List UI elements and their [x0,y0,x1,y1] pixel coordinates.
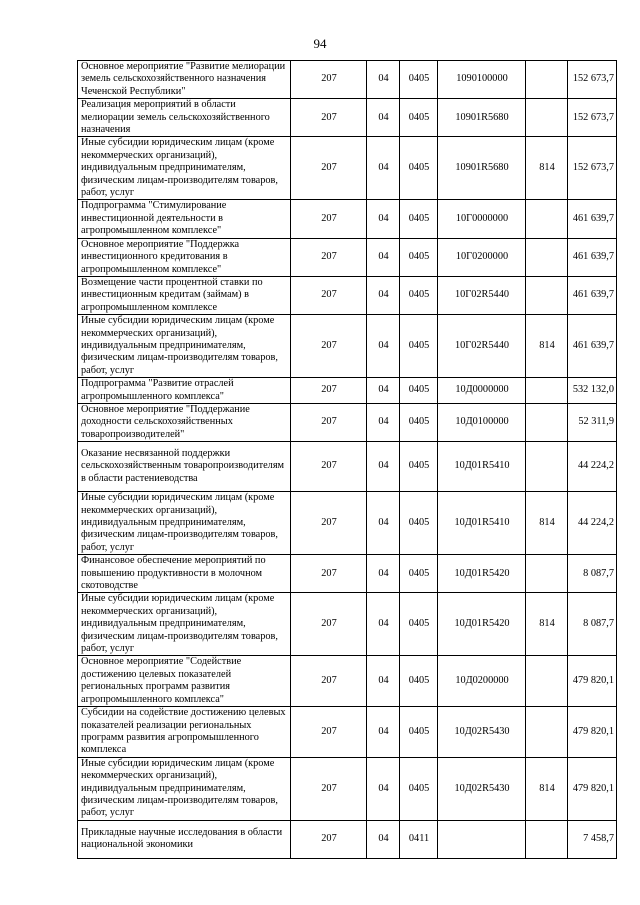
table-row [78,442,617,492]
amount: 461 639,7 [568,315,617,378]
section-code: 04 [367,820,400,858]
table-row [78,238,617,276]
target-article: 10901R5680 [438,137,526,200]
expense-type [526,99,568,137]
target-article: 10Г02R5440 [438,315,526,378]
amount: 8 087,7 [568,555,617,593]
subsection-code: 0405 [400,276,438,314]
amount: 461 639,7 [568,276,617,314]
ministry-code: 207 [291,99,367,137]
target-article: 10Г0200000 [438,238,526,276]
expense-type: 814 [526,492,568,555]
row-name: Иные субсидии юридическим лицам (кроме некоммерческих организаций), индивидуальным предпринимателям, физическим лицам-производителям товаров, работ, услуг [78,315,291,378]
ministry-code: 207 [291,555,367,593]
subsection-code: 0405 [400,492,438,555]
amount: 461 639,7 [568,238,617,276]
row-name: Субсидии на содействие достижению целевых показателей реализации региональных программ развития агропромышленного комплекса [78,707,291,758]
table-row [78,707,617,758]
table-row [78,137,617,200]
section-code: 04 [367,656,400,707]
table-row [78,593,617,656]
subsection-code: 0405 [400,99,438,137]
section-code: 04 [367,137,400,200]
ministry-code: 207 [291,492,367,555]
target-article: 10Д01R5420 [438,555,526,593]
ministry-code: 207 [291,137,367,200]
target-article: 10Д0200000 [438,656,526,707]
subsection-code: 0405 [400,378,438,404]
section-code: 04 [367,707,400,758]
target-article: 10901R5680 [438,99,526,137]
amount: 479 820,1 [568,757,617,820]
row-name: Основное мероприятие "Поддержание доходности сельскохозяйственных товаропроизводителей" [78,403,291,441]
row-name: Иные субсидии юридическим лицам (кроме некоммерческих организаций), индивидуальным предпринимателям, физическим лицам-производителям товаров, работ, услуг [78,137,291,200]
budget-table [77,60,617,859]
subsection-code: 0405 [400,61,438,99]
target-article: 10Д01R5410 [438,442,526,492]
amount: 479 820,1 [568,656,617,707]
subsection-code: 0405 [400,757,438,820]
row-name: Подпрограмма "Развитие отраслей агропромышленного комплекса" [78,378,291,404]
subsection-code: 0405 [400,707,438,758]
row-name: Подпрограмма "Стимулирование инвестиционной деятельности в агропромышленном комплексе" [78,200,291,238]
row-name: Основное мероприятие "Поддержка инвестиционного кредитования в агропромышленном комплексе" [78,238,291,276]
amount: 7 458,7 [568,820,617,858]
amount: 52 311,9 [568,403,617,441]
amount: 479 820,1 [568,707,617,758]
table-row [78,757,617,820]
ministry-code: 207 [291,276,367,314]
expense-type [526,378,568,404]
target-article: 10Д0100000 [438,403,526,441]
section-code: 04 [367,403,400,441]
ministry-code: 207 [291,315,367,378]
amount: 152 673,7 [568,61,617,99]
row-name: Основное мероприятие "Развитие мелиорации земель сельскохозяйственного назначения Чеченской Республики" [78,61,291,99]
expense-type [526,656,568,707]
row-name: Реализация мероприятий в области мелиорации земель сельскохозяйственного назначения [78,99,291,137]
ministry-code: 207 [291,820,367,858]
row-name: Основное мероприятие "Содействие достижению целевых показателей региональных программ развития агропромышленного комплекса" [78,656,291,707]
ministry-code: 207 [291,593,367,656]
section-code: 04 [367,276,400,314]
section-code: 04 [367,61,400,99]
subsection-code: 0405 [400,593,438,656]
amount: 532 132,0 [568,378,617,404]
expense-type: 814 [526,315,568,378]
ministry-code: 207 [291,403,367,441]
row-name: Иные субсидии юридическим лицам (кроме некоммерческих организаций), индивидуальным предпринимателям, физическим лицам-производителям товаров, работ, услуг [78,757,291,820]
target-article: 10Д02R5430 [438,707,526,758]
row-name: Оказание несвязанной поддержки сельскохозяйственным товаропроизводителям в области растениеводства [78,442,291,492]
section-code: 04 [367,378,400,404]
subsection-code: 0405 [400,442,438,492]
ministry-code: 207 [291,757,367,820]
table-row [78,315,617,378]
expense-type [526,707,568,758]
amount: 152 673,7 [568,99,617,137]
subsection-code: 0405 [400,137,438,200]
amount: 152 673,7 [568,137,617,200]
target-article: 1090100000 [438,61,526,99]
expense-type [526,555,568,593]
target-article: 10Г02R5440 [438,276,526,314]
table-row [78,820,617,858]
target-article: 10Д0000000 [438,378,526,404]
table-row [78,378,617,404]
ministry-code: 207 [291,656,367,707]
ministry-code: 207 [291,238,367,276]
section-code: 04 [367,492,400,555]
expense-type [526,820,568,858]
expense-type [526,200,568,238]
page-number: 94 [313,36,327,51]
row-name: Финансовое обеспечение мероприятий по повышению продуктивности в молочном скотоводстве [78,555,291,593]
subsection-code: 0405 [400,555,438,593]
target-article: 10Д02R5430 [438,757,526,820]
expense-type [526,276,568,314]
row-name: Иные субсидии юридическим лицам (кроме некоммерческих организаций), индивидуальным предпринимателям, физическим лицам-производителям товаров, работ, услуг [78,593,291,656]
amount: 8 087,7 [568,593,617,656]
table-row [78,403,617,441]
table-row [78,276,617,314]
row-name: Возмещение части процентной ставки по инвестиционным кредитам (займам) в агропромышленном комплексе [78,276,291,314]
section-code: 04 [367,593,400,656]
section-code: 04 [367,200,400,238]
expense-type [526,442,568,492]
ministry-code: 207 [291,378,367,404]
table-row [78,99,617,137]
expense-type: 814 [526,757,568,820]
row-name: Прикладные научные исследования в области национальной экономики [78,820,291,858]
subsection-code: 0405 [400,656,438,707]
section-code: 04 [367,238,400,276]
ministry-code: 207 [291,707,367,758]
expense-type: 814 [526,137,568,200]
subsection-code: 0405 [400,403,438,441]
table-row [78,656,617,707]
amount: 44 224,2 [568,442,617,492]
ministry-code: 207 [291,200,367,238]
target-article [438,820,526,858]
target-article: 10Г0000000 [438,200,526,238]
ministry-code: 207 [291,61,367,99]
amount: 461 639,7 [568,200,617,238]
target-article: 10Д01R5410 [438,492,526,555]
section-code: 04 [367,757,400,820]
row-name: Иные субсидии юридическим лицам (кроме некоммерческих организаций), индивидуальным предпринимателям, физическим лицам-производителям товаров, работ, услуг [78,492,291,555]
expense-type [526,403,568,441]
subsection-code: 0405 [400,200,438,238]
table-row [78,200,617,238]
amount: 44 224,2 [568,492,617,555]
subsection-code: 0405 [400,315,438,378]
subsection-code: 0405 [400,238,438,276]
section-code: 04 [367,555,400,593]
section-code: 04 [367,315,400,378]
table-row [78,492,617,555]
section-code: 04 [367,99,400,137]
ministry-code: 207 [291,442,367,492]
subsection-code: 0411 [400,820,438,858]
section-code: 04 [367,442,400,492]
expense-type: 814 [526,593,568,656]
expense-type [526,61,568,99]
table-row [78,61,617,99]
table-row [78,555,617,593]
target-article: 10Д01R5420 [438,593,526,656]
expense-type [526,238,568,276]
